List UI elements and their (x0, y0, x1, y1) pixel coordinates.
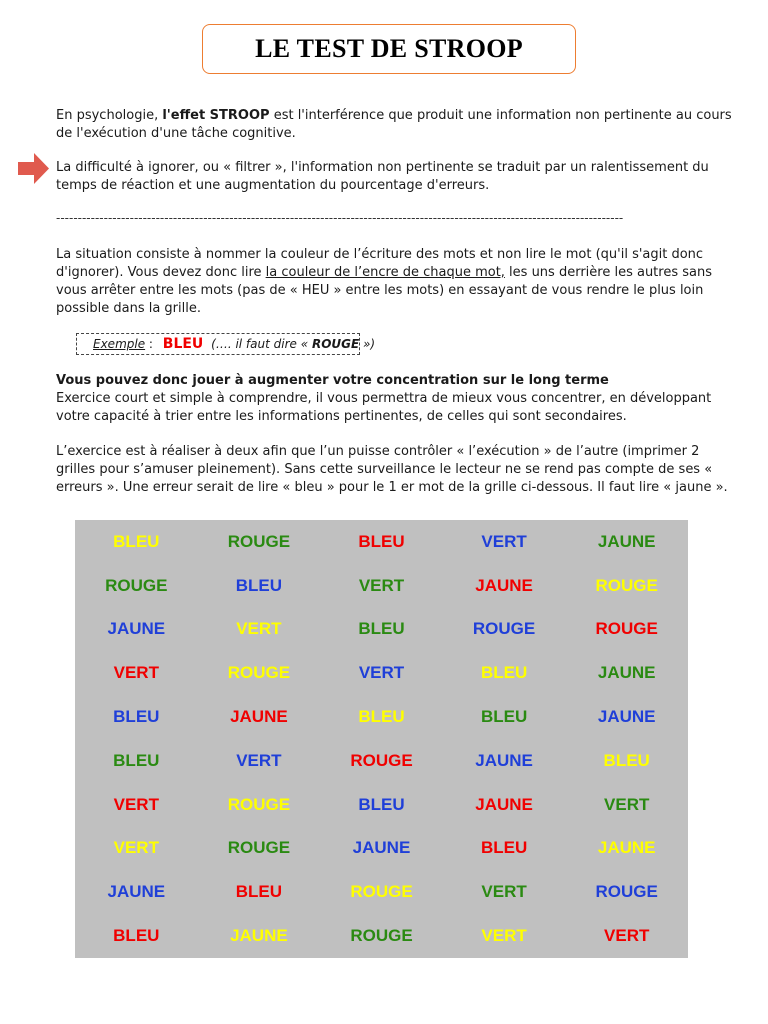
example-note-pre: (…. il faut dire « (211, 337, 312, 351)
grid-word: ROUGE (595, 882, 658, 902)
grid-word: ROUGE (227, 794, 291, 814)
grid-word: VERT (481, 531, 527, 551)
grid-row (75, 651, 688, 695)
example-note (211, 337, 375, 351)
grid-row (75, 914, 688, 958)
intro-post: est l'interférence que produit une information non pertinente au cours de l'exécution d'une tâche cognitive. (56, 108, 732, 141)
grid-word: VERT (481, 926, 527, 946)
grid-word: ROUGE (350, 750, 413, 770)
stroop-grid (75, 520, 688, 958)
grid-word: ROUGE (227, 531, 291, 551)
grid-word: JAUNE (597, 663, 656, 683)
grid-word: VERT (113, 838, 159, 858)
grid-word: JAUNE (475, 794, 533, 814)
grid-word: JAUNE (230, 926, 288, 946)
grid-word: JAUNE (597, 838, 656, 858)
grid-word: ROUGE (105, 575, 168, 595)
grid-word: BLEU (235, 882, 283, 902)
grid-row (75, 739, 688, 783)
grid-row (75, 827, 688, 871)
grid-word: BLEU (113, 750, 160, 770)
intro-bold: l'effet STROOP (162, 108, 270, 123)
grid-word: VERT (481, 882, 527, 902)
grid-word: BLEU (480, 838, 528, 858)
grid-word: ROUGE (227, 838, 291, 858)
situation-underlined: la couleur de l’encre de chaque mot, (265, 265, 505, 280)
situation-paragraph (56, 246, 736, 318)
situation-post: les uns derrière les autres sans vous arrêter entre les mots (pas de « HEU » entre les mots) en essayant de vous rendre le plus loin possible dans la grille. (56, 265, 712, 316)
grid-row (75, 870, 688, 914)
situation-pre: La situation consiste à nommer la couleur de l’écriture des mots et non lire le mot (qu'il s'agit donc d'ignorer). Vous devez donc lire (56, 247, 704, 280)
grid-word: VERT (113, 794, 159, 814)
concentration-heading: Vous pouvez donc jouer à augmenter votre concentration sur le long terme (56, 373, 609, 388)
example-box (76, 333, 376, 355)
grid-row (75, 695, 688, 739)
grid-row (75, 520, 688, 564)
grid-word: BLEU (358, 531, 405, 551)
grid-word: VERT (604, 926, 650, 946)
example-word: BLEU (162, 336, 204, 352)
grid-word: VERT (236, 750, 282, 770)
grid-word: BLEU (358, 619, 405, 639)
difficulty-paragraph: La difficulté à ignorer, ou « filtrer », l'information non pertinente se traduit par un ralentissement du temps de réaction et une augmentation du pourcentage d'erreurs. (56, 160, 709, 193)
concentration-body: Exercice court et simple à comprendre, il vous permettra de mieux vous concentrer, en développant votre capacité à trier entre les informations pertinentes, de celles qui sont secondaires. (56, 391, 712, 424)
grid-word: VERT (113, 663, 159, 683)
grid-word: JAUNE (475, 575, 533, 595)
grid-word: ROUGE (350, 926, 413, 946)
intro-paragraph (56, 107, 736, 143)
grid-word: BLEU (113, 531, 160, 551)
grid-word: JAUNE (352, 838, 411, 858)
grid-word: BLEU (480, 663, 528, 683)
grid-word: BLEU (358, 707, 405, 727)
page-title: LE TEST DE STROOP (255, 34, 523, 63)
example-colon: : (145, 337, 153, 351)
grid-word: VERT (604, 794, 650, 814)
separator-line: ----------------------------------------------------------------------------------------------------------------------------------- (56, 211, 624, 225)
grid-word: JAUNE (597, 707, 656, 727)
grid-word: JAUNE (597, 531, 656, 551)
grid-word: JAUNE (230, 707, 288, 727)
grid-word: ROUGE (472, 619, 536, 639)
example-note-bold: ROUGE (311, 337, 360, 351)
exercise-paragraph: L’exercice est à réaliser à deux afin que l’un puisse contrôler « l’exécution » de l’autre (imprimer 2 grilles pour s’amuser pleinement). Sans cette surveillance le lecteur ne se rend pas compte de ses « erreurs ». Une erreur serait de lire « bleu » pour le 1 er mot de la grille ci-dessous. Il faut lire « jaune ». (56, 444, 728, 495)
grid-word: VERT (358, 575, 405, 595)
stroop-grid-body (75, 520, 688, 958)
example-note-post: ») (359, 337, 376, 351)
grid-word: BLEU (235, 575, 283, 595)
grid-word: JAUNE (107, 882, 166, 902)
grid-word: BLEU (480, 707, 528, 727)
example-label: Exemple (93, 337, 146, 351)
grid-word: ROUGE (350, 882, 413, 902)
grid-word: JAUNE (475, 750, 533, 770)
concentration-paragraph (56, 372, 736, 426)
grid-word: BLEU (113, 926, 160, 946)
right-arrow-icon (18, 153, 49, 184)
intro-pre: En psychologie, (56, 108, 163, 123)
grid-row (75, 608, 688, 652)
grid-row (75, 564, 688, 608)
grid-word: BLEU (603, 750, 650, 770)
grid-word: ROUGE (595, 575, 658, 595)
grid-word: VERT (236, 619, 282, 639)
grid-word: VERT (358, 663, 405, 683)
grid-word: ROUGE (227, 663, 291, 683)
grid-row (75, 783, 688, 827)
grid-word: JAUNE (107, 619, 166, 639)
grid-word: BLEU (113, 707, 160, 727)
grid-word: ROUGE (595, 619, 658, 639)
title-box (202, 24, 576, 74)
grid-word: BLEU (358, 794, 405, 814)
